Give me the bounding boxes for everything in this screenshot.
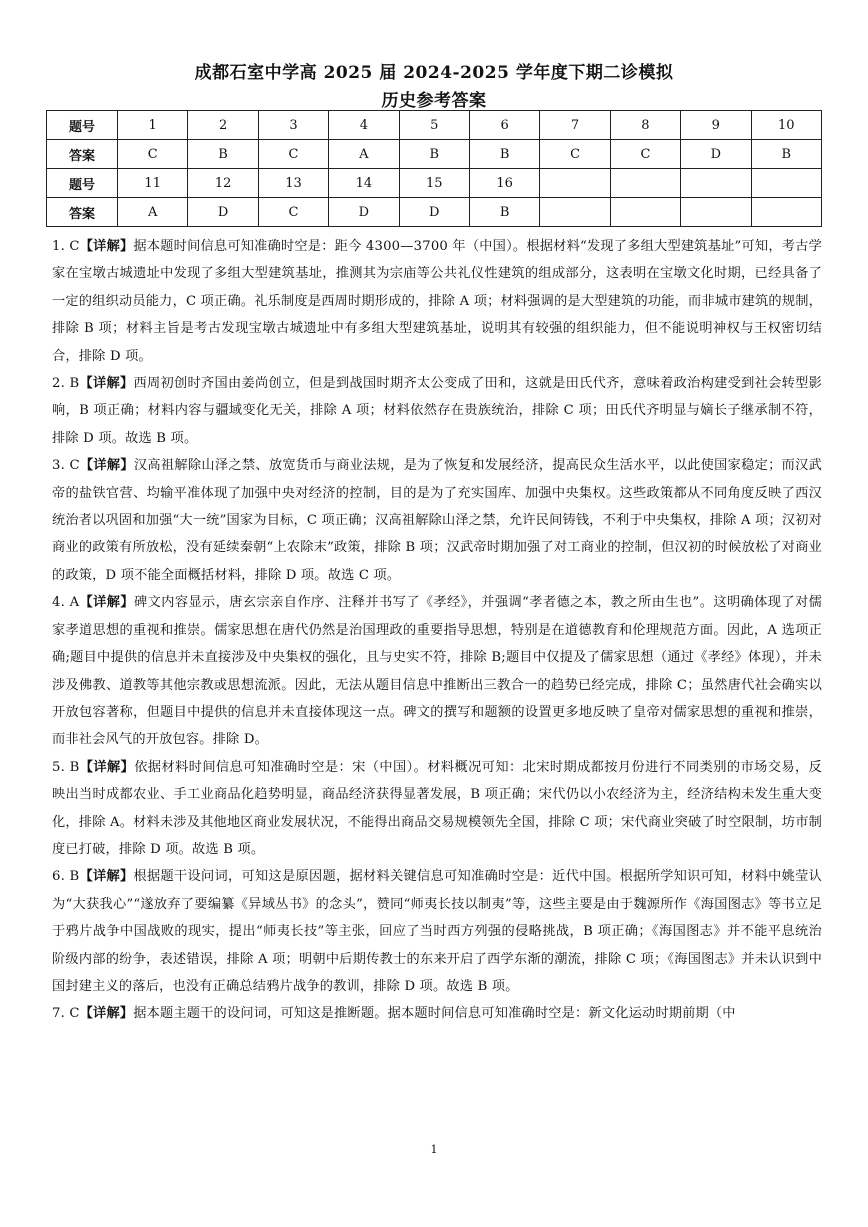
table-cell-number: 14: [329, 169, 399, 198]
table-cell-answer: B: [751, 140, 821, 169]
table-cell-answer: B: [188, 140, 258, 169]
table-cell-answer: D: [329, 198, 399, 227]
table-cell-number: 13: [258, 169, 328, 198]
question-number-answer: 7. C: [52, 1006, 80, 1022]
document-title: 成都石室中学高 2025 届 2024-2025 学年度下期二诊模拟: [194, 63, 674, 83]
explanation-text: 西周初创时齐国由姜尚创立，但是到战国时期齐太公变成了田和，这就是田氏代齐，意味着政治构建受到社会转型影响，B 项正确；材料内容与疆域变化无关，排除 A 项；材料依然存在贵族统治，排除 C 项；田氏代齐明显与嫡长子继承制不符，排除 D 项。故选 B 项。: [52, 376, 822, 446]
table-cell-answer: C: [610, 140, 680, 169]
answer-table-number-row: [47, 111, 822, 140]
table-cell-number: [610, 169, 680, 198]
table-header-answer: 答案: [47, 140, 118, 169]
table-cell-number: 3: [258, 111, 328, 140]
table-cell-answer: C: [258, 198, 328, 227]
table-cell-number: [681, 169, 751, 198]
question-number-answer: 2. B: [52, 376, 80, 392]
explanation-text: 依据材料时间信息可知准确时空是：宋（中国）。材料概况可知：北宋时期成都按月份进行不同类别的市场交易，反映出当时成都农业、手工业商品化趋势明显，商品经济获得显著发展，B 项正确；宋代仍以小农经济为主，经济结构未发生重大变化，排除 A。材料未涉及其他地区商业发展状况，不能得出商品交易规模领先全国，排除 C 项；宋代商业突破了时空限制，坊市制度已打破，排除 D 项。故选 B 项。: [52, 759, 822, 857]
answer-table-answer-row: [47, 140, 822, 169]
table-cell-number: 4: [329, 111, 399, 140]
explanation-item: [52, 370, 822, 452]
answer-table-number-row: [47, 169, 822, 198]
document-subtitle: 历史参考答案: [381, 91, 487, 111]
table-cell-number: [751, 169, 821, 198]
table-cell-answer: B: [469, 198, 539, 227]
explanation-text: 据本题时间信息可知准确时空是：距今 4300—3700 年（中国）。根据材料“发现了多组大型建筑基址”可知，考古学家在宝墩古城遗址中发现了多组大型建筑基址，推测其为宗庙等公共礼仪性建筑的组成部分，这表明在宝墩文化时期，已经具备了一定的组织动员能力，C 项正确。礼乐制度是西周时期形成的，排除 A 项；材料强调的是大型建筑的功能，而非城市建筑的规制，排除 B 项；材料主旨是考古发现宝墩古城遗址中有多组大型建筑基址，说明其有较强的组织能力，但不能说明神权与王权密切结合，排除 D 项。: [52, 239, 822, 364]
explanation-text: 根据题干设问词，可知这是原因题，据材料关键信息可知准确时空是：近代中国。根据所学知识可知，材料中姚莹认为“大获我心”“遂放弃了要编纂《异域丛书》的念头”，赞同“师夷长技以制夷”等，这些主要是由于魏源所作《海国图志》等书立足于鸦片战争中国战败的现实，提出“师夷长技”等主张，回应了当时西方列强的侵略挑战，B 项正确；《海国图志》并不能平息统治阶级内部的纷争，表述错误，排除 A 项；明朝中后期传教士的东来开启了西学东渐的潮流，排除 C 项；《海国图志》并未认识到中国封建主义的落后，也没有正确总结鸦片战争的教训，排除 D 项。故选 B 项。: [52, 869, 822, 994]
table-cell-answer: A: [118, 198, 188, 227]
table-cell-number: 16: [469, 169, 539, 198]
table-cell-number: 1: [118, 111, 188, 140]
table-cell-answer: A: [329, 140, 399, 169]
table-cell-number: 10: [751, 111, 821, 140]
table-header-number: 题号: [47, 169, 118, 198]
explanation-item: [52, 754, 822, 864]
explanation-text: 碑文内容显示，唐玄宗亲自作序、注释并书写了《孝经》，并强调“孝者德之本，教之所由生也”。这明确体现了对儒家孝道思想的重视和推崇。儒家思想在唐代仍然是治国理政的重要指导思想，特别是在道德教育和伦理规范方面。因此，A 选项正确;题目中提供的信息并未直接涉及中央集权的强化，且与史实不符，排除 B;题目中仅提及了儒家思想（通过《孝经》体现），并未涉及佛教、道教等其他宗教或思想流派。因此，无法从题目信息中推断出三教合一的趋势已经完成，排除 C；虽然唐代社会确实以开放包容著称，但题目中提供的信息并未直接体现这一点。碑文的撰写和题额的设置更多地反映了皇帝对儒家思想的重视和推崇，而非社会风气的开放包容。排除 D。: [52, 595, 822, 748]
answer-table-answer-row: [47, 198, 822, 227]
table-cell-number: 7: [540, 111, 610, 140]
question-number-answer: 3. C: [52, 458, 80, 474]
answer-table: [46, 110, 822, 227]
page-number: 1: [430, 1143, 438, 1156]
question-number-answer: 4. A: [52, 595, 80, 611]
explanation-tag: 【详解】: [79, 376, 134, 392]
explanation-tag: 【详解】: [79, 1006, 134, 1022]
question-number-answer: 5. B: [52, 759, 80, 775]
question-number-answer: 1. C: [52, 239, 80, 254]
explanation-tag: 【详解】: [79, 239, 134, 254]
table-cell-number: 6: [469, 111, 539, 140]
table-cell-number: 12: [188, 169, 258, 198]
table-cell-answer: C: [540, 140, 610, 169]
table-cell-number: 9: [681, 111, 751, 140]
question-number-answer: 6. B: [52, 869, 80, 885]
table-cell-answer: C: [258, 140, 328, 169]
table-header-number: 题号: [47, 111, 118, 140]
explanations-body: [52, 233, 822, 1028]
table-cell-number: 11: [118, 169, 188, 198]
explanation-tag: 【详解】: [79, 458, 134, 474]
table-cell-number: 2: [188, 111, 258, 140]
explanation-item: [52, 452, 822, 589]
explanation-text: 汉高祖解除山泽之禁、放宽货币与商业法规，是为了恢复和发展经济，提高民众生活水平，以此使国家稳定；而汉武帝的盐铁官营、均输平准体现了加强中央对经济的控制，目的是为了充实国库、加强中央集权。这些政策都从不同角度反映了西汉统治者以巩固和加强“大一统”国家为目标，C 项正确；汉高祖解除山泽之禁，允许民间铸钱，不利于中央集权，排除 A 项；汉初对商业的政策有所放松，没有延续秦朝“上农除末”政策，排除 B 项；汉武帝时期加强了对工商业的控制，但汉初的时候放松了对商业的政策，D 项不能全面概括材料，排除 D 项。故选 C 项。: [52, 458, 822, 583]
table-cell-answer: [751, 198, 821, 227]
explanation-item: [52, 1000, 822, 1027]
table-cell-answer: [610, 198, 680, 227]
table-cell-number: 5: [399, 111, 469, 140]
explanation-tag: 【详解】: [79, 595, 134, 611]
table-cell-number: [540, 169, 610, 198]
table-header-answer: 答案: [47, 198, 118, 227]
explanation-item: [52, 863, 822, 1000]
explanation-tag: 【详解】: [79, 759, 135, 775]
table-cell-answer: C: [118, 140, 188, 169]
table-cell-answer: D: [681, 140, 751, 169]
table-cell-answer: [540, 198, 610, 227]
explanation-item: [52, 233, 822, 370]
explanation-text: 据本题主题干的设问词，可知这是推断题。据本题时间信息可知准确时空是：新文化运动时期前期（中: [133, 1006, 736, 1022]
explanation-tag: 【详解】: [79, 869, 134, 885]
table-cell-answer: D: [188, 198, 258, 227]
table-cell-answer: B: [469, 140, 539, 169]
table-cell-answer: [681, 198, 751, 227]
explanation-item: [52, 589, 822, 753]
table-cell-answer: B: [399, 140, 469, 169]
table-cell-number: 15: [399, 169, 469, 198]
table-cell-answer: D: [399, 198, 469, 227]
table-cell-number: 8: [610, 111, 680, 140]
